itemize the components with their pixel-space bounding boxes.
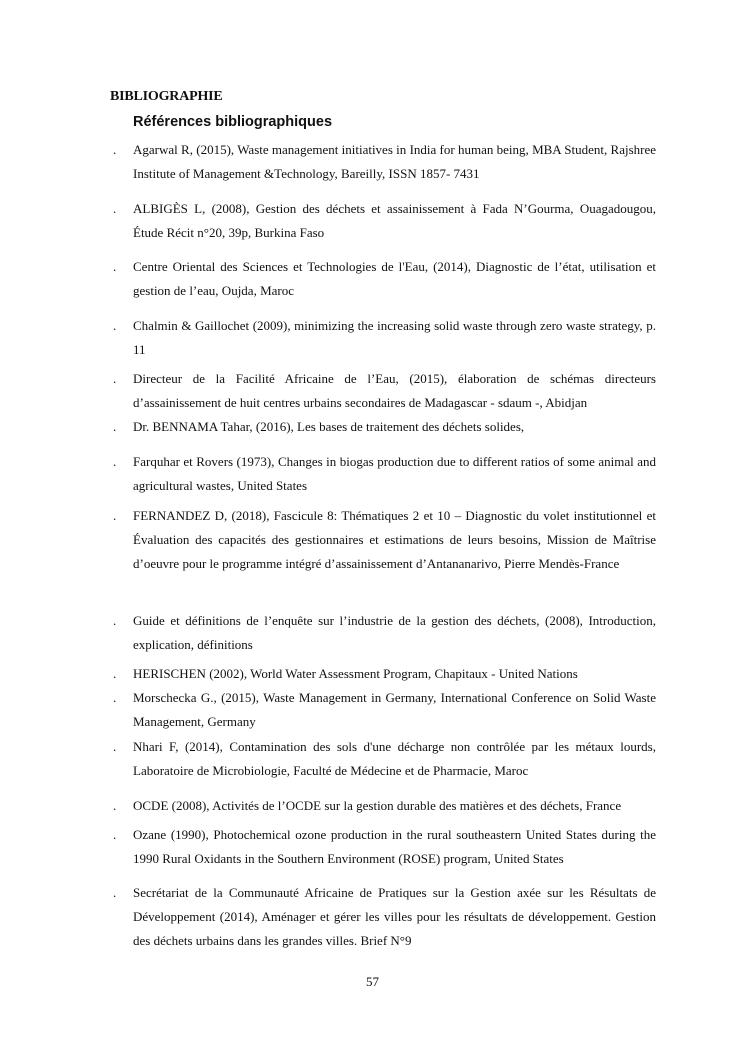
reference-text: ALBIGÈS L, (2008), Gestion des déchets et assainissement à Fada N’Gourma, Ouagadougou, Étude Récit n°20, 39p, Burkina Faso: [133, 201, 656, 240]
reference-bullet: .: [113, 318, 117, 333]
reference-bullet: .: [113, 798, 117, 813]
reference-text: Directeur de la Facilité Africaine de l’Eau, (2015), élaboration de schémas directeurs d’assainissement de huit centres urbains secondaires de Madagascar - sdaum -, Abidjan: [133, 371, 656, 410]
reference-bullet: .: [113, 885, 117, 900]
reference-bullet: .: [113, 690, 117, 705]
reference-text: Farquhar et Rovers (1973), Changes in biogas production due to different ratios of some animal and agricultural wastes, United States: [133, 454, 656, 493]
reference-bullet: .: [113, 739, 117, 754]
reference-bullet: .: [113, 666, 117, 681]
reference-bullet: .: [113, 201, 117, 216]
reference-text: Secrétariat de la Communauté Africaine de Pratiques sur la Gestion axée sur les Résultats de Développement (2014), Aménager et gérer les villes pour les résultats de développement. Gestion des déchets urbains dans les grandes villes. Brief N°9: [133, 885, 656, 948]
page-number: 57: [366, 974, 379, 989]
reference-text: HERISCHEN (2002), World Water Assessment Program, Chapitaux - United Nations: [133, 666, 578, 681]
reference-bullet: .: [113, 508, 117, 523]
reference-bullet: .: [113, 142, 117, 157]
reference-text: Centre Oriental des Sciences et Technologies de l'Eau, (2014), Diagnostic de l’état, utilisation et gestion de l’eau, Oujda, Maroc: [133, 259, 656, 298]
reference-text: Ozane (1990), Photochemical ozone production in the rural southeastern United States during the 1990 Rural Oxidants in the Southern Environment (ROSE) program, United States: [133, 827, 656, 866]
reference-bullet: .: [113, 259, 117, 274]
reference-text: Agarwal R, (2015), Waste management initiatives in India for human being, MBA Student, Rajshree Institute of Management &Technology, Bareilly, ISSN 1857- 7431: [133, 142, 656, 181]
reference-text: Guide et définitions de l’enquête sur l’industrie de la gestion des déchets, (2008), Introduction, explication, définitions: [133, 613, 656, 652]
reference-bullet: .: [113, 419, 117, 434]
reference-text: Dr. BENNAMA Tahar, (2016), Les bases de traitement des déchets solides,: [133, 419, 525, 434]
reference-text: Nhari F, (2014), Contamination des sols d'une décharge non contrôlée par les métaux lourds, Laboratoire de Microbiologie, Faculté de Médecine et de Pharmacie, Maroc: [133, 739, 656, 778]
reference-text: OCDE (2008), Activités de l’OCDE sur la gestion durable des matières et des déchets, France: [133, 798, 622, 813]
section-subheading: Références bibliographiques: [133, 114, 333, 130]
reference-bullet: .: [113, 613, 117, 628]
section-heading: BIBLIOGRAPHIE: [110, 89, 223, 104]
reference-text: FERNANDEZ D, (2018), Fascicule 8: Thématiques 2 et 10 – Diagnostic du volet institutionnel et Évaluation des capacités des gestionnaires et estimations de leurs besoins, Mission de Maîtrise d’oeuvre pour le programme intégré d’assainissement d’Antananarivo, Pierre Mendès-France: [133, 508, 656, 571]
reference-text: Morschecka G., (2015), Waste Management in Germany, International Conference on Solid Waste Management, Germany: [133, 690, 656, 729]
reference-bullet: .: [113, 454, 117, 469]
reference-bullet: .: [113, 371, 117, 386]
reference-bullet: .: [113, 827, 117, 842]
reference-text: Chalmin & Gaillochet (2009), minimizing the increasing solid waste through zero waste strategy, p. 11: [133, 318, 656, 357]
